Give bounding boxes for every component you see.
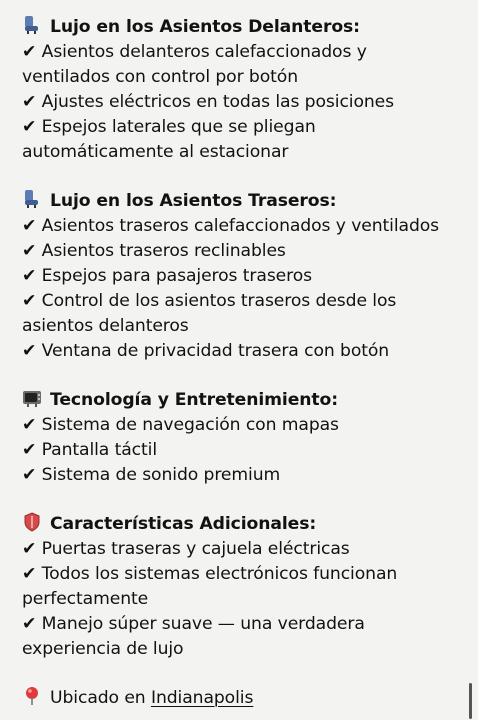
location-line	[22, 686, 253, 711]
location-link[interactable]: Indianapolis	[150, 688, 254, 708]
list-item: ✔ Puertas traseras y cajuela eléctricas	[22, 539, 350, 559]
list-item: ✔ Sistema de sonido premium	[22, 465, 281, 485]
list-item: ✔ Ventana de privacidad trasera con botón	[22, 341, 390, 361]
list-item: ✔ Manejo súper suave — una verdadera	[22, 614, 365, 634]
section-heading-text: Lujo en los Asientos Traseros:	[50, 191, 337, 211]
list-item: asientos delanteros	[22, 316, 189, 336]
section-heading-text: Lujo en los Asientos Delanteros:	[50, 17, 360, 37]
list-item: automáticamente al estacionar	[22, 142, 289, 162]
list-item: ✔ Asientos delanteros calefaccionados y	[22, 42, 367, 62]
list-item: ✔ Todos los sistemas electrónicos funcionan	[22, 564, 398, 584]
tv-icon	[22, 388, 42, 408]
list-item: ✔ Sistema de navegación con mapas	[22, 415, 339, 435]
section-heading	[22, 512, 316, 537]
shield-icon	[22, 512, 42, 532]
list-item: experiencia de lujo	[22, 639, 184, 659]
list-item: perfectamente	[22, 589, 149, 609]
section-heading-text: Características Adicionales:	[50, 514, 317, 534]
list-item: ✔ Control de los asientos traseros desde los	[22, 291, 397, 311]
section-heading	[22, 388, 338, 413]
section-heading	[22, 189, 336, 214]
list-item: ✔ Espejos laterales que se pliegan	[22, 117, 316, 137]
pin-icon	[22, 686, 42, 706]
list-item: ✔ Pantalla táctil	[22, 440, 158, 460]
list-item: ✔ Asientos traseros calefaccionados y ventilados	[22, 216, 440, 236]
section-heading-text: Tecnología y Entretenimiento:	[50, 390, 339, 410]
seat-icon	[22, 189, 42, 209]
location-prefix: Ubicado en	[50, 688, 151, 708]
section-heading	[22, 15, 360, 40]
scrollbar[interactable]	[469, 683, 472, 719]
seat-icon	[22, 15, 42, 35]
list-item: ✔ Espejos para pasajeros traseros	[22, 266, 313, 286]
list-item: ventilados con control por botón	[22, 67, 298, 87]
list-item: ✔ Asientos traseros reclinables	[22, 241, 286, 261]
list-item: ✔ Ajustes eléctricos en todas las posiciones	[22, 92, 395, 112]
